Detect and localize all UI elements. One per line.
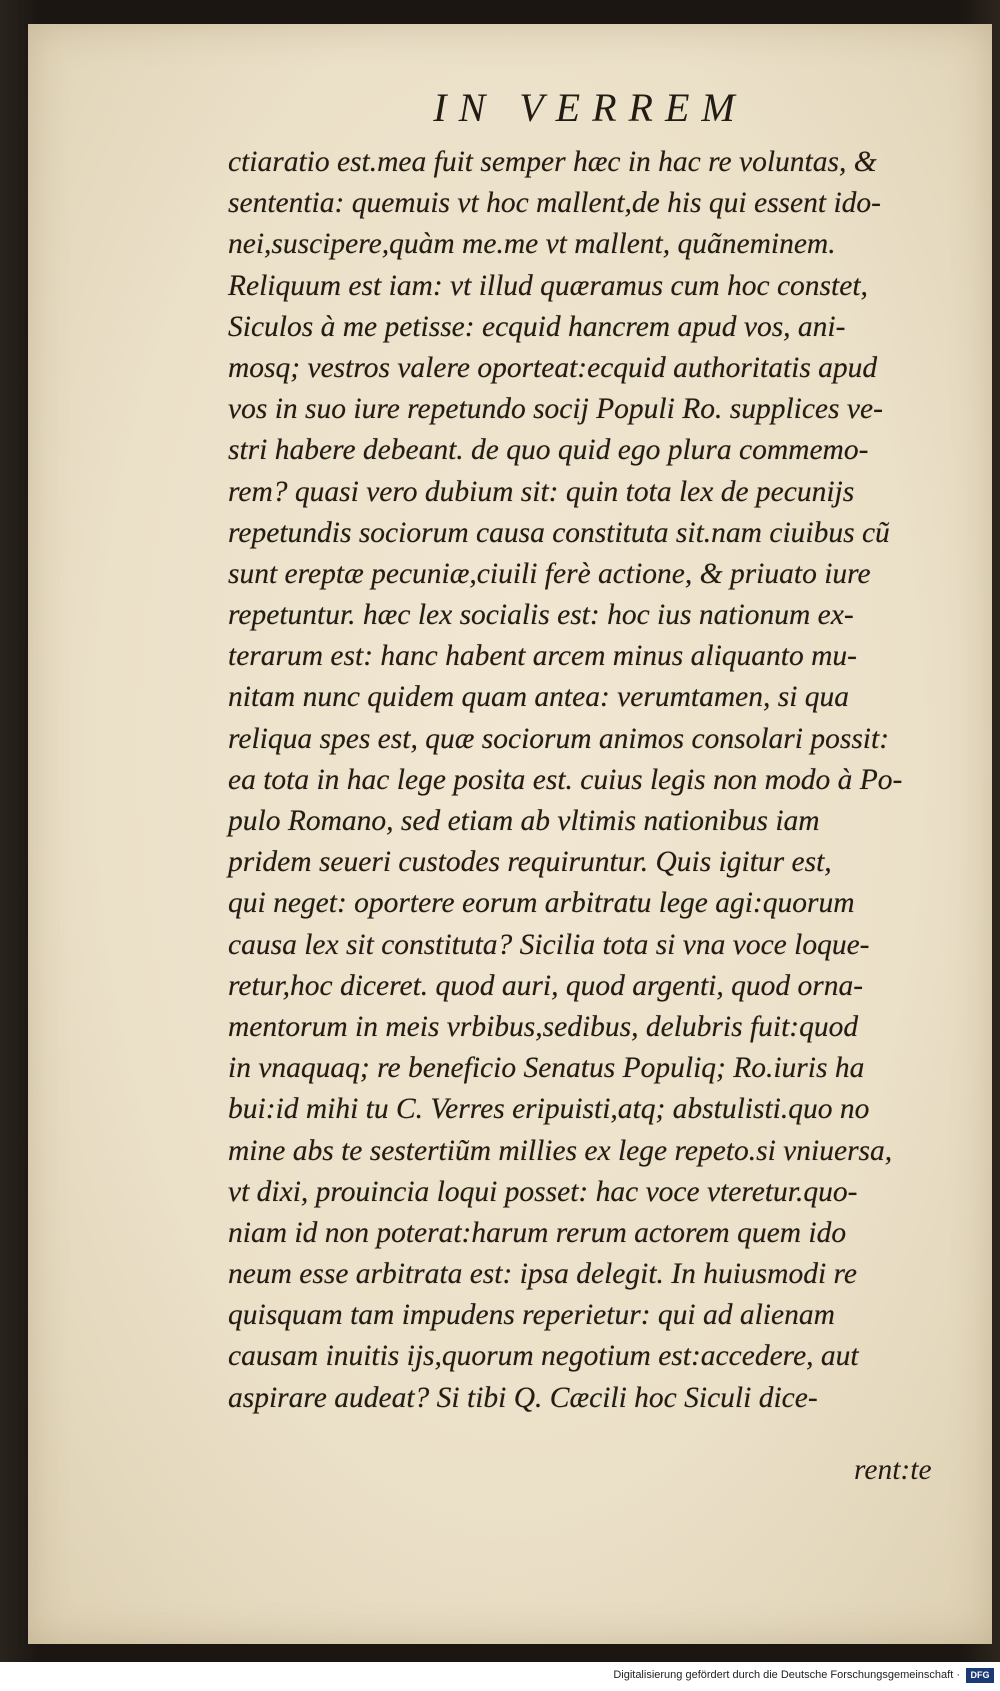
catchword: rent:te [854,1454,932,1486]
text-line: stri habere debeant. de quo quid ego plura commemo- [228,434,869,467]
text-line: repetuntur. hæc lex socialis est: hoc ius nationum ex- [228,599,854,632]
text-line: rem? quasi vero dubium sit: quin tota lex de pecunijs [228,475,855,508]
text-line: retur,hoc diceret. quod auri, quod argenti, quod orna- [228,969,864,1002]
footer-bar [0,1662,1000,1691]
text-line: vt dixi, prouincia loqui posset: hac voce vteretur.quo- [228,1175,858,1208]
text-line: Siculos à me petisse: ecquid hancrem apud vos, ani- [228,310,846,343]
text-line: pulo Romano, sed etiam ab vltimis nationibus iam [228,805,820,837]
dfg-logo-icon: DFG [966,1668,994,1683]
text-line: quisquam tam impudens reperietur: qui ad alienam [228,1299,835,1332]
text-line: bui:id mihi tu C. Verres eripuisti,atq; abstulisti.quo no [228,1093,870,1126]
text-line: reliqua spes est, quæ sociorum animos consolari possit: [228,722,890,755]
funding-credit: Digitalisierung gefördert durch die Deutsche Forschungsgemeinschaft · [613,1669,960,1681]
text-line: mosq; vestros valere oporteat:ecquid authoritatis apud [228,351,878,384]
text-line: nei,suscipere,quàm me.me vt mallent, quãneminem. [228,228,836,261]
text-line: ea tota in hac lege posita est. cuius legis non modo à Po- [228,763,903,796]
text-line: niam id non poterat:harum rerum actorem quem ido [228,1216,847,1249]
body-text [228,142,968,1419]
text-line: vos in suo iure repetundo socij Populi Ro. supplices ve- [228,393,883,426]
text-line: Reliquum est iam: vt illud quæramus cum hoc constet, [228,269,868,302]
text-line: nitam nunc quidem quam antea: verumtamen, si qua [228,681,850,714]
text-line: in vnaquaq; re beneficio Senatus Populiq; Ro.iuris ha [228,1052,865,1085]
text-line: repetundis sociorum causa constituta sit.nam ciuibus cũ [228,516,890,549]
text-line: sunt ereptæ pecuniæ,ciuili ferè actione, & priuato iure [228,557,871,590]
text-line: terarum est: hanc habent arcem minus aliquanto mu- [228,640,857,673]
text-line: mentorum in meis vrbibus,sedibus, delubris fuit:quod [228,1010,859,1043]
running-head: IN VERREM [433,85,747,130]
text-line: causam inuitis ijs,quorum negotium est:accedere, aut [228,1340,859,1373]
text-line: mine abs te sestertiũm millies ex lege repeto.si vniuersa, [228,1134,893,1167]
text-line: causa lex sit constituta? Sicilia tota si vna voce loque- [228,928,870,961]
book-page [28,24,992,1644]
text-line: ctiaratio est.mea fuit semper hæc in hac re voluntas, & [228,146,877,178]
text-line: pridem seueri custodes requiruntur. Quis igitur est, [228,846,832,879]
text-line: sententia: quemuis vt hoc mallent,de his qui essent ido- [228,187,881,220]
text-line: qui neget: oportere eorum arbitratu lege agi:quorum [228,887,855,920]
text-line: neum esse arbitrata est: ipsa delegit. In huiusmodi re [228,1258,857,1291]
text-line: aspirare audeat? Si tibi Q. Cæcili hoc Siculi dice- [228,1381,818,1414]
